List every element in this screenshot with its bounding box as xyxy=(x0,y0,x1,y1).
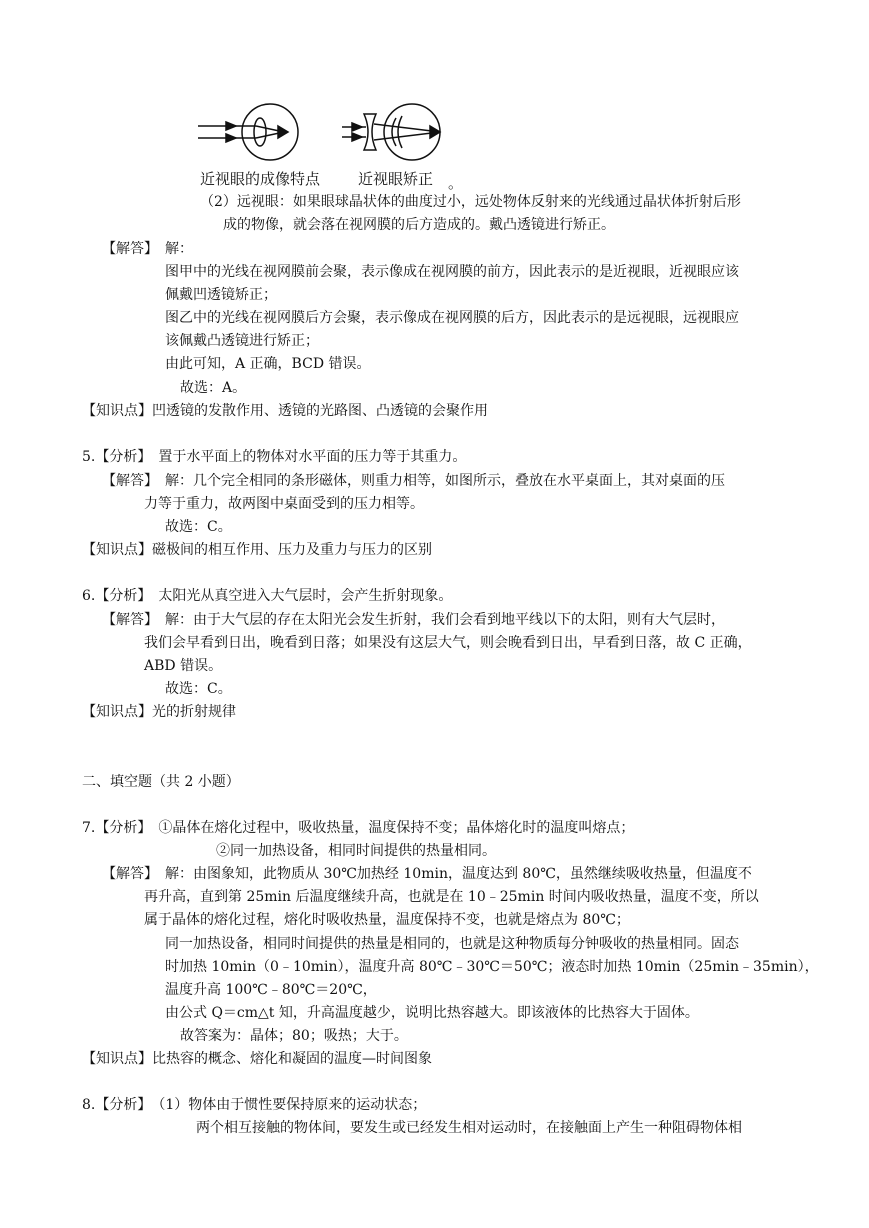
analysis-5: 5.【分析】 置于水平面上的物体对水平面的压力等于其重力。 xyxy=(82,449,467,465)
text-line: 两个相互接触的物体间，要发生或已经发生相对运动时，在接触面上产生一种阻碍物体相 xyxy=(196,1120,742,1136)
text-line: （2）远视眼：如果眼球晶状体的曲度过小，远处物体反射来的光线通过晶状体折射后形 xyxy=(200,194,741,210)
text-line: 我们会早看到日出，晚看到日落；如果没有这层大气，则会晚看到日出，早看到日落，故 C 正确， xyxy=(144,635,752,651)
answer-choice: 故选：C。 xyxy=(165,681,232,697)
answer-5: 【解答】 解：几个完全相同的条形磁体，则重力相等，如图所示，叠放在水平桌面上，其对桌面的压 xyxy=(102,473,725,489)
myopia-correction-eye xyxy=(342,104,440,160)
figure-caption-left: 近视眼的成像特点 xyxy=(200,170,321,188)
eye-diagrams xyxy=(196,100,466,164)
text-line: 力等于重力，故两图中桌面受到的压力相等。 xyxy=(144,496,424,512)
knowledge-point: 【知识点】比热容的概念、熔化和凝固的温度—时间图象 xyxy=(82,1051,432,1067)
myopia-figure xyxy=(196,100,466,192)
text-line: ②同一加热设备，相同时间提供的热量相同。 xyxy=(216,843,496,859)
text-line: 该佩戴凸透镜进行矫正； xyxy=(165,333,319,349)
figure-caption-suffix: 。 xyxy=(448,174,464,192)
text-line: 由公式 Q＝cm△t 知，升高温度越少，说明比热容越大。即该液体的比热容大于固体。 xyxy=(165,1005,699,1021)
text-line: 由此可知，A 正确，BCD 错误。 xyxy=(165,356,371,372)
analysis-7: 7.【分析】 ①晶体在熔化过程中，吸收热量，温度保持不变；晶体熔化时的温度叫熔点； xyxy=(82,820,635,836)
section-heading: 二、填空题（共 2 小题） xyxy=(82,774,240,790)
text-line: 时加热 10min（0﹣10min），温度升高 80℃﹣30℃＝50℃；液态时加热 10min（25min﹣35min）， xyxy=(165,959,819,975)
text-line: 属于晶体的熔化过程，熔化时吸收热量，温度保持不变，也就是熔点为 80℃； xyxy=(144,912,630,928)
knowledge-point: 【知识点】光的折射规律 xyxy=(82,704,236,720)
text-line: 成的物像，就会落在视网膜的后方造成的。戴凸透镜进行矫正。 xyxy=(223,217,615,233)
answer-choice: 故选：C。 xyxy=(165,519,232,535)
analysis-6: 6.【分析】 太阳光从真空进入大气层时，会产生折射现象。 xyxy=(82,588,453,604)
answer-label: 【解答】 解： xyxy=(102,241,193,257)
text-line: 温度升高 100℃﹣80℃＝20℃， xyxy=(165,982,377,998)
text-line: 再升高，直到第 25min 后温度继续升高，也就是在 10﹣25min 时间内吸收热量，温度不变，所以 xyxy=(144,889,759,905)
text-line: 图甲中的光线在视网膜前会聚，表示像成在视网膜的前方，因此表示的是近视眼，近视眼应该 xyxy=(165,264,739,280)
text-line: 佩戴凹透镜矫正； xyxy=(165,287,277,303)
answer-7: 【解答】 解：由图象知，此物质从 30℃加热经 10min，温度达到 80℃，虽然继续吸收热量，但温度不 xyxy=(102,866,752,882)
text-line: ABD 错误。 xyxy=(144,658,223,674)
text-line: 同一加热设备，相同时间提供的热量是相同的，也就是这种物质每分钟吸收的热量相同。固态 xyxy=(165,936,739,952)
knowledge-point: 【知识点】凹透镜的发散作用、透镜的光路图、凸透镜的会聚作用 xyxy=(82,403,488,419)
answer-choice: 故选：A。 xyxy=(180,380,247,396)
analysis-8: 8.【分析】 （1）物体由于惯性要保持原来的运动状态； xyxy=(82,1097,427,1113)
text-line: 图乙中的光线在视网膜后方会聚，表示像成在视网膜的后方，因此表示的是远视眼，远视眼应 xyxy=(165,310,739,326)
answer-6: 【解答】 解：由于大气层的存在太阳光会发生折射，我们会看到地平线以下的太阳，则有大气层时， xyxy=(102,612,725,628)
figure-caption-right: 近视眼矫正 xyxy=(358,170,434,188)
answer-choice: 故答案为：晶体；80；吸热；大于。 xyxy=(180,1028,408,1044)
knowledge-point: 【知识点】磁极间的相互作用、压力及重力与压力的区别 xyxy=(82,542,432,558)
myopia-eye-left xyxy=(198,104,298,160)
